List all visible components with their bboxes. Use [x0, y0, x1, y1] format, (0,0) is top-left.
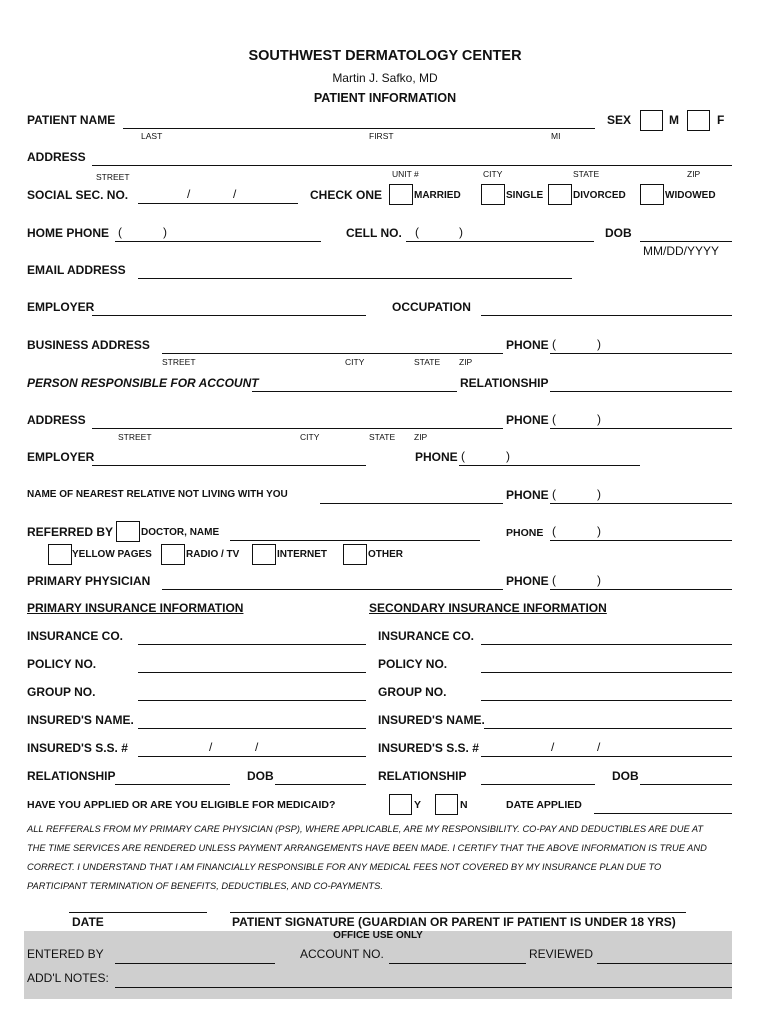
referral-doctor-name-field[interactable]: [230, 540, 480, 541]
primary-insurance-heading: PRIMARY INSURANCE INFORMATION: [27, 601, 244, 615]
responsible-address-field[interactable]: [92, 428, 503, 429]
responsible-employer-phone-label: PHONE: [415, 450, 458, 464]
primary-group-field[interactable]: [138, 700, 366, 701]
primary-insured-ss-field[interactable]: [138, 756, 366, 757]
physician-phone-paren-close: ): [597, 573, 601, 587]
primary-insurance-co-field[interactable]: [138, 644, 366, 645]
secondary-ss-slash-1: /: [551, 740, 555, 754]
divorced-label: DIVORCED: [573, 190, 626, 201]
primary-relationship-field[interactable]: [115, 784, 230, 785]
ssn-label: SOCIAL SEC. NO.: [27, 188, 129, 202]
referral-doctor-label: DOCTOR, NAME: [141, 527, 220, 538]
secondary-policy-label: POLICY NO.: [378, 657, 448, 671]
address-field[interactable]: [92, 165, 732, 166]
referral-doctor-checkbox[interactable]: [116, 521, 140, 542]
relative-phone-paren-open: (: [552, 487, 556, 501]
form-title: SOUTHWEST DERMATOLOGY CENTER: [248, 48, 522, 64]
mi-caption: MI: [551, 131, 561, 141]
office-use-heading: OFFICE USE ONLY: [333, 930, 423, 941]
patient-signature-line[interactable]: [230, 912, 686, 913]
radio-tv-checkbox[interactable]: [161, 544, 185, 565]
secondary-policy-field[interactable]: [481, 672, 732, 673]
primary-physician-label: PRIMARY PHYSICIAN: [27, 574, 151, 588]
street-caption: STREET: [96, 172, 130, 182]
addl-notes-field[interactable]: [115, 987, 732, 988]
business-address-field[interactable]: [162, 353, 503, 354]
married-checkbox[interactable]: [389, 184, 413, 205]
responsible-employer-field[interactable]: [92, 465, 366, 466]
primary-relationship-label: RELATIONSHIP: [27, 769, 116, 783]
primary-ss-slash-2: /: [255, 740, 259, 754]
internet-label: INTERNET: [277, 549, 327, 560]
secondary-insured-name-label: INSURED'S NAME.: [378, 713, 485, 727]
secondary-insured-name-field[interactable]: [484, 728, 732, 729]
medicaid-yes-label: Y: [414, 799, 422, 811]
business-phone-label: PHONE: [506, 338, 549, 352]
medicaid-yes-checkbox[interactable]: [389, 794, 412, 815]
ssn-slash-2: /: [233, 187, 237, 201]
employer-label: EMPLOYER: [27, 300, 95, 314]
secondary-relationship-label: RELATIONSHIP: [378, 769, 467, 783]
secondary-dob-field[interactable]: [640, 784, 732, 785]
primary-insurance-co-label: INSURANCE CO.: [27, 629, 124, 643]
relative-phone-field[interactable]: [550, 503, 732, 504]
ssn-slash-1: /: [187, 187, 191, 201]
referral-phone-paren-open: (: [552, 524, 556, 538]
dob-label: DOB: [605, 226, 632, 240]
business-city-caption: CITY: [345, 357, 365, 367]
disclaimer-line-2: THE TIME SERVICES ARE RENDERED UNLESS PAYMENT ARRANGEMENTS HAVE BEEN MADE. I CERTIFY THAT THE ABOVE INFORMATION IS TRUE AND: [27, 843, 707, 853]
physician-phone-field[interactable]: [550, 589, 732, 590]
primary-policy-field[interactable]: [138, 672, 366, 673]
secondary-insured-ss-field[interactable]: [481, 756, 732, 757]
dob-format: MM/DD/YYYY: [643, 244, 720, 258]
primary-dob-field[interactable]: [275, 784, 366, 785]
disclaimer-text: [27, 820, 727, 896]
business-phone-paren-open: (: [552, 337, 556, 351]
entered-by-label: ENTERED BY: [27, 947, 104, 961]
responsible-address-label: ADDRESS: [27, 413, 86, 427]
cell-paren-close: ): [459, 225, 463, 239]
yellow-pages-checkbox[interactable]: [48, 544, 72, 565]
address-label: ADDRESS: [27, 150, 86, 164]
occupation-field[interactable]: [481, 315, 732, 316]
responsible-employer-phone-field[interactable]: [459, 465, 640, 466]
medicaid-no-label: N: [460, 799, 468, 811]
primary-ss-slash-1: /: [209, 740, 213, 754]
business-state-caption: STATE: [414, 357, 441, 367]
relative-label: NAME OF NEAREST RELATIVE NOT LIVING WITH YOU: [27, 489, 288, 500]
doctor-name: Martin J. Safko, MD: [332, 71, 438, 85]
entered-by-field[interactable]: [115, 963, 275, 964]
referral-phone-field[interactable]: [550, 540, 732, 541]
secondary-insurance-co-label: INSURANCE CO.: [378, 629, 475, 643]
referral-phone-paren-close: ): [597, 524, 601, 538]
sex-female-checkbox[interactable]: [687, 110, 710, 131]
sex-label: SEX: [607, 113, 632, 127]
state-caption: STATE: [573, 169, 600, 179]
referral-phone-label: PHONE: [506, 527, 544, 539]
patient-signature-label: PATIENT SIGNATURE (GUARDIAN OR PARENT IF PATIENT IS UNDER 18 YRS): [232, 915, 676, 929]
yellow-pages-label: YELLOW PAGES: [72, 549, 152, 560]
check-one-label: CHECK ONE: [310, 188, 383, 202]
responsible-phone-paren-close: ): [597, 412, 601, 426]
responsible-employer-phone-paren-close: ): [506, 449, 510, 463]
primary-insured-name-label: INSURED'S NAME.: [27, 713, 134, 727]
secondary-insurance-co-field[interactable]: [481, 644, 732, 645]
physician-phone-label: PHONE: [506, 574, 549, 588]
single-checkbox[interactable]: [481, 184, 505, 205]
business-address-label: BUSINESS ADDRESS: [27, 338, 150, 352]
other-label: OTHER: [368, 549, 403, 560]
disclaimer-line-4: PARTICIPANT TERMINATION OF BENEFITS, DEDUCTIBLES, AND CO-PAYMENTS.: [27, 881, 383, 891]
other-checkbox[interactable]: [343, 544, 367, 565]
date-signature-line[interactable]: [69, 912, 207, 913]
primary-insured-ss-label: INSURED'S S.S. #: [27, 741, 128, 755]
sex-male-label: M: [669, 113, 679, 127]
disclaimer-line-1: ALL REFFERALS FROM MY PRIMARY CARE PHYSICIAN (PSP), WHERE APPLICABLE, ARE MY RESPONSIBILITY. CO-PAY AND DEDUCTIBLES ARE DUE AT: [27, 824, 704, 834]
account-no-field[interactable]: [389, 963, 526, 964]
sex-male-checkbox[interactable]: [640, 110, 663, 131]
responsible-phone-label: PHONE: [506, 413, 549, 427]
disclaimer-line-3: CORRECT. I UNDERSTAND THAT I AM FINANCIALLY RESPONSIBLE FOR ANY MEDICAL FEES NOT COVERED BY MY INSURANCE PLAN DUE TO: [27, 862, 662, 872]
responsible-employer-label: EMPLOYER: [27, 450, 95, 464]
patient-name-label: PATIENT NAME: [27, 113, 116, 127]
business-phone-paren-close: ): [597, 337, 601, 351]
signature-date-label: DATE: [72, 915, 104, 929]
office-use-panel: [24, 931, 732, 999]
occupation-label: OCCUPATION: [392, 300, 471, 314]
medicaid-question: HAVE YOU APPLIED OR ARE YOU ELIGIBLE FOR MEDICAID?: [27, 799, 336, 811]
internet-checkbox[interactable]: [252, 544, 276, 565]
responsible-employer-phone-paren-open: (: [461, 449, 465, 463]
business-phone-field[interactable]: [550, 353, 732, 354]
email-field[interactable]: [138, 278, 572, 279]
email-label: EMAIL ADDRESS: [27, 263, 126, 277]
reviewed-field[interactable]: [597, 963, 732, 964]
primary-group-label: GROUP NO.: [27, 685, 96, 699]
home-phone-field[interactable]: [115, 241, 321, 242]
ssn-field[interactable]: [138, 203, 298, 204]
date-applied-field[interactable]: [594, 813, 732, 814]
divorced-checkbox[interactable]: [548, 184, 572, 205]
zip-caption: ZIP: [687, 169, 701, 179]
relative-phone-paren-close: ): [597, 487, 601, 501]
cell-field[interactable]: [406, 241, 594, 242]
cell-paren-open: (: [415, 225, 419, 239]
secondary-relationship-field[interactable]: [481, 784, 595, 785]
last-caption: LAST: [141, 131, 163, 141]
secondary-insurance-heading: SECONDARY INSURANCE INFORMATION: [369, 601, 607, 615]
home-phone-label: HOME PHONE: [27, 226, 110, 240]
secondary-group-label: GROUP NO.: [378, 685, 447, 699]
widowed-checkbox[interactable]: [640, 184, 664, 205]
primary-policy-label: POLICY NO.: [27, 657, 97, 671]
single-label: SINGLE: [506, 190, 544, 201]
married-label: MARRIED: [414, 190, 461, 201]
cell-label: CELL NO.: [346, 226, 402, 240]
home-phone-paren-close: ): [163, 225, 167, 239]
business-zip-caption: ZIP: [459, 357, 473, 367]
relative-field[interactable]: [320, 503, 503, 504]
business-street-caption: STREET: [162, 357, 196, 367]
home-phone-paren-open: (: [118, 225, 122, 239]
primary-insured-name-field[interactable]: [138, 728, 366, 729]
date-applied-label: DATE APPLIED: [506, 799, 582, 811]
sex-female-label: F: [717, 113, 725, 127]
responsible-relationship-label: RELATIONSHIP: [460, 376, 549, 390]
primary-dob-label: DOB: [247, 769, 274, 783]
responsible-phone-field[interactable]: [550, 428, 732, 429]
addl-notes-label: ADD'L NOTES:: [27, 971, 109, 985]
secondary-insured-ss-label: INSURED'S S.S. #: [378, 741, 479, 755]
responsible-relationship-field[interactable]: [550, 391, 732, 392]
responsible-zip-caption: ZIP: [414, 432, 428, 442]
employer-field[interactable]: [92, 315, 366, 316]
responsible-state-caption: STATE: [369, 432, 396, 442]
dob-field[interactable]: [640, 241, 732, 242]
secondary-ss-slash-2: /: [597, 740, 601, 754]
unit-caption: UNIT #: [392, 169, 419, 179]
responsible-street-caption: STREET: [118, 432, 152, 442]
relative-phone-label: PHONE: [506, 488, 549, 502]
radio-tv-label: RADIO / TV: [186, 549, 240, 560]
responsible-field[interactable]: [252, 391, 457, 392]
responsible-label: PERSON RESPONSIBLE FOR ACCOUNT: [27, 376, 259, 390]
responsible-city-caption: CITY: [300, 432, 320, 442]
responsible-phone-paren-open: (: [552, 412, 556, 426]
primary-physician-field[interactable]: [162, 589, 503, 590]
reviewed-label: REVIEWED: [529, 947, 594, 961]
secondary-group-field[interactable]: [481, 700, 732, 701]
physician-phone-paren-open: (: [552, 573, 556, 587]
city-caption: CITY: [483, 169, 503, 179]
first-caption: FIRST: [369, 131, 394, 141]
account-no-label: ACCOUNT NO.: [300, 947, 384, 961]
secondary-dob-label: DOB: [612, 769, 639, 783]
form-subtitle: PATIENT INFORMATION: [313, 91, 457, 105]
referred-by-label: REFERRED BY: [27, 525, 114, 539]
medicaid-no-checkbox[interactable]: [435, 794, 458, 815]
widowed-label: WIDOWED: [665, 190, 716, 201]
patient-name-field[interactable]: [123, 128, 595, 129]
